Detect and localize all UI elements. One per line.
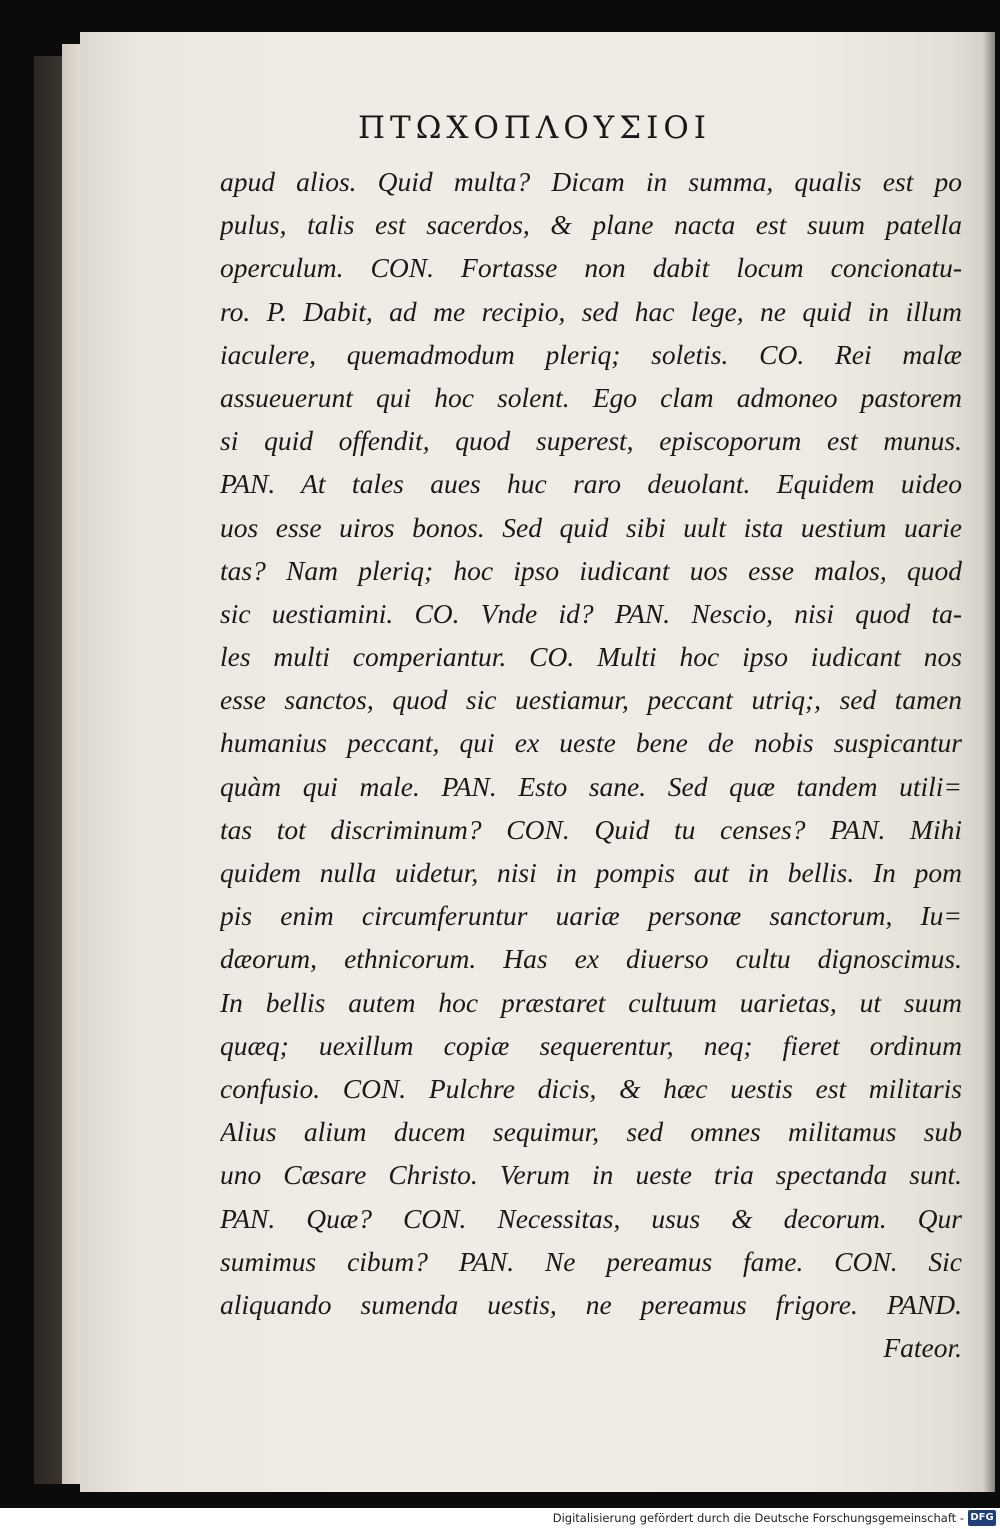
text-line: confusio. CON. Pulchre dicis, & hæc uestis est militaris <box>220 1072 962 1104</box>
text-line: sumimus cibum? PAN. Ne pereamus fame. CON. Sic <box>220 1245 962 1277</box>
text-line: PAN. At tales aues huc raro deuolant. Equidem uideo <box>220 468 962 500</box>
text-line: esse sanctos, quod sic uestiamur, peccant utriq;, sed tamen <box>220 684 962 716</box>
footer-bar <box>0 1508 1000 1529</box>
footer-credit: Digitalisierung gefördert durch die Deutsche Forschungsgemeinschaft - <box>552 1511 964 1525</box>
text-line: aliquando sumenda uestis, ne pereamus frigore. PAND. <box>220 1288 962 1320</box>
text-line: iaculere, quemadmodum pleriq; soletis. CO. Rei malæ <box>220 338 962 370</box>
text-line: In bellis autem hoc præstaret cultuum uarietas, ut suum <box>220 986 962 1018</box>
text-line: les multi comperiantur. CO. Multi hoc ipso iudicant nos <box>220 641 962 673</box>
text-line: ro. P. Dabit, ad me recipio, sed hac lege, ne quid in illum <box>220 295 962 327</box>
text-line: tas? Nam pleriq; hoc ipso iudicant uos esse malos, quod <box>220 554 962 586</box>
text-line: humanius peccant, qui ex ueste bene de nobis suspicantur <box>220 727 962 759</box>
text-line: quàm qui male. PAN. Esto sane. Sed quæ tandem utili= <box>220 770 962 802</box>
dfg-logo-icon: DFG <box>968 1510 996 1526</box>
text-line: sic uestiamini. CO. Vnde id? PAN. Nescio, nisi quod ta- <box>220 597 962 629</box>
page-gutter-shadow <box>983 32 995 1492</box>
text-line: operculum. CON. Fortasse non dabit locum concionatu- <box>220 252 962 284</box>
text-block <box>220 160 962 1369</box>
text-line: apud alios. Quid multa? Dicam in summa, qualis est po <box>220 166 962 197</box>
text-line: PAN. Quæ? CON. Necessitas, usus & decorum. Qur <box>220 1202 962 1234</box>
catchword: Fateor. <box>883 1332 962 1364</box>
text-line: tas tot discriminum? CON. Quid tu censes? PAN. Mihi <box>220 813 962 845</box>
text-line: assueuerunt qui hoc solent. Ego clam admoneo pastorem <box>220 381 962 413</box>
text-line: uos esse uiros bonos. Sed quid sibi uult ista uestium uarie <box>220 511 962 543</box>
text-line: Alius alium ducem sequimur, sed omnes militamus sub <box>220 1116 962 1148</box>
text-line: pis enim circumferuntur uariæ personæ sanctorum, Iu= <box>220 900 962 932</box>
text-line: pulus, talis est sacerdos, & plane nacta est suum patella <box>220 209 962 241</box>
text-line: quidem nulla uidetur, nisi in pompis aut in bellis. In pom <box>220 857 962 888</box>
running-head: ΠΤΩΧΟΠΛΟΥΣΙΟΙ <box>358 110 712 146</box>
text-line: si quid offendit, quod superest, episcoporum est munus. <box>220 425 962 457</box>
text-line: uno Cæsare Christo. Verum in ueste tria spectanda sunt. <box>220 1159 962 1191</box>
text-line: quæq; uexillum copiæ sequerentur, neq; fieret ordinum <box>220 1029 962 1061</box>
text-line: dæorum, ethnicorum. Has ex diuerso cultu dignoscimus. <box>220 943 962 975</box>
